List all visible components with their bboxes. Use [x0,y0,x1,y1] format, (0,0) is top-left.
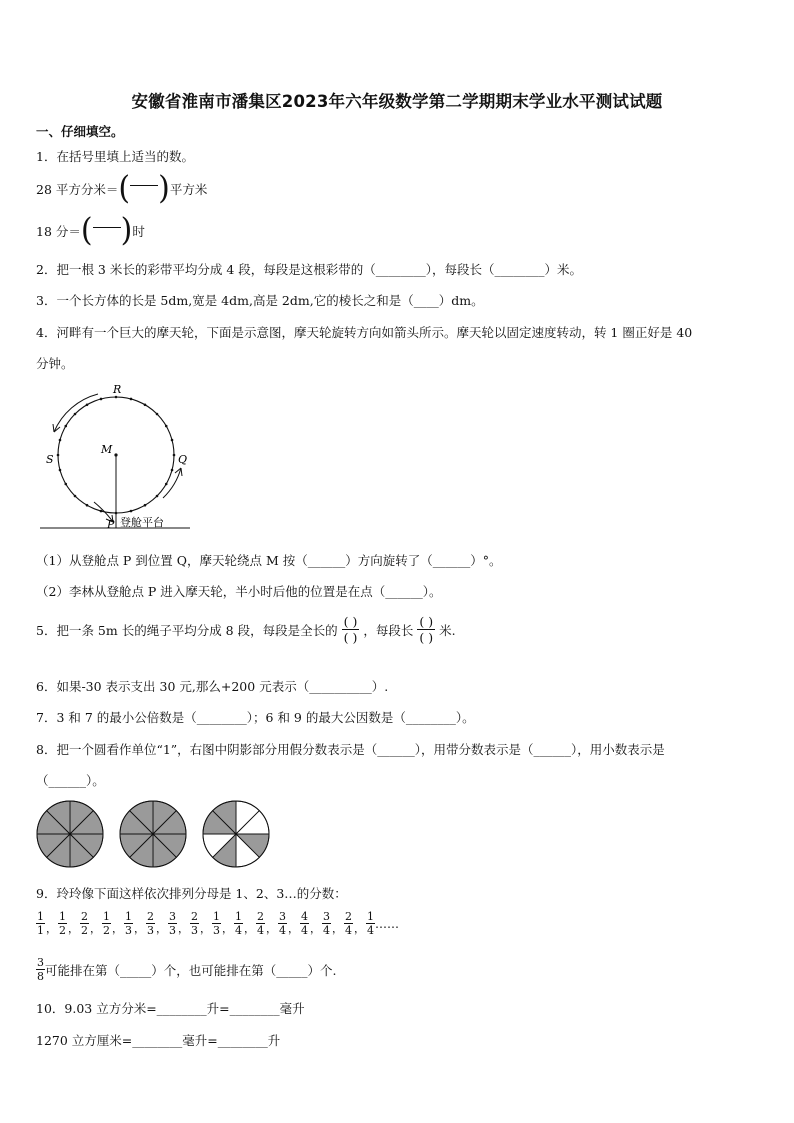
sequence-fraction: $\frac{4}{4}$ [301,910,308,937]
label-R: R [113,383,122,396]
question-4-sub-1: （1）从登舱点 P 到位置 Q，摩天轮绕点 M 按（______）方向旋转了（______）°。 [36,553,502,568]
wheel-seat-dot [74,413,77,416]
question-9-last [36,957,336,982]
wheel-seat-dot [64,483,67,486]
question-8-line-2: （______）。 [36,773,105,788]
fraction-answer-box[interactable]: ( ) ( ) [419,614,434,646]
wheel-seat-dot [100,510,103,513]
label-M: M [101,443,113,456]
question-8-line-1: 8．把一个圆看作单位“1”，右图中阴影部分用假分数表示是（______），用带分数表示是（______），用小数表示是 [36,742,665,757]
q1-line1-right: 平方米 [169,182,208,197]
question-3: 3．一个长方体的长是 5dm,宽是 4dm,高是 2dm,它的棱长之和是（____）dm。 [36,293,484,308]
q1-line1-left: 28 平方分米＝ [36,182,119,197]
wheel-seat-dot [144,403,147,406]
sequence-fraction: $\frac{1}{3}$ [125,910,132,937]
wheel-seat-dot [144,504,147,507]
fraction-answer-box[interactable]: ( ) [118,170,170,207]
sequence-fraction: $\frac{1}{1}$ [37,910,44,937]
question-4-line-2: 分钟。 [36,356,74,371]
label-Q: Q [178,453,188,466]
wheel-seat-dot [59,439,62,442]
wheel-seat-dot [115,396,118,399]
sequence-fraction: $\frac{2}{4}$ [345,910,352,937]
fraction-sequence: $\frac{1}{1}$ ， $\frac{1}{2}$ ， $\frac{2}{2}$ ， $\frac{1}{2}$ ， $\frac{1}{3}$ ， $\frac{2}{3}$ ， $\frac{3}{3}$ ， $\frac{2}{3}$ ， $\frac{1}{3}$ ， $\frac{1}{4}$ ， $\frac{2}{4}$ ， $\frac{3}{4}$ ， $\frac{4}{4}$ ， $\frac{3}{4}$ ， $\frac{2}{4}$ ， $\frac{1}{4}$ …… [37,910,399,937]
wheel-seat-dot [156,495,159,498]
question-2: 2．把一根 3 米长的彩带平均分成 4 段，每段是这根彩带的（________），每段长（________）米。 [36,262,583,277]
q1-line2-left: 18 分＝ [36,224,81,239]
wheel-seat-dot [57,454,60,457]
sequence-fraction: $\frac{2}{3}$ [191,910,198,937]
sequence-fraction: $\frac{2}{4}$ [257,910,264,937]
question-10-line-2: 1270 立方厘米=________毫升=________升 [36,1033,281,1048]
wheel-seat-dot [165,483,168,486]
sequence-fraction: $\frac{1}{4}$ [367,910,374,937]
page-title: 安徽省淮南市潘集区2023年六年级数学第二学期期末学业水平测试试题 [131,92,663,111]
platform-label: 登舱平台 [120,516,164,529]
fraction-answer-box[interactable]: ( ) ( ) [343,614,358,646]
ferris-wheel-diagram [36,380,196,535]
wheel-seat-dot [74,495,77,498]
sequence-fraction: $\frac{2}{2}$ [81,910,88,937]
sequence-ellipsis: …… [375,916,399,931]
q5-mid: ，每段长 [363,622,414,638]
wheel-seat-dot [86,403,89,406]
question-1-line-1 [36,170,208,207]
question-1-stem: 1．在括号里填上适当的数。 [36,149,194,164]
wheel-seat-dot [171,439,174,442]
fraction-answer-box[interactable]: ( ) [80,212,133,249]
sequence-fraction: $\frac{2}{3}$ [147,910,154,937]
wheel-seat-dot [64,425,67,428]
label-S: S [46,453,54,466]
question-5 [36,615,456,644]
wheel-seat-dot [59,469,62,472]
question-7: 7．3 和 7 的最小公倍数是（________）；6 和 9 的最大公因数是（________）。 [36,710,475,725]
q5-left: 5．把一条 5m 长的绳子平均分成 8 段，每段是全长的 [36,622,338,638]
question-6: 6．如果-30 表示支出 30 元,那么+200 元表示（__________）. [36,679,389,694]
sequence-fraction: $\frac{3}{3}$ [169,910,176,937]
wheel-seat-dot [86,504,89,507]
section-heading: 一、仔细填空。 [36,124,124,139]
wheel-seat-dot [130,510,133,513]
wheel-seat-dot [173,454,176,457]
wheel-seat-dot [171,469,174,472]
question-9-stem: 9．玲玲像下面这样依次排列分母是 1、2、3…的分数： [36,886,347,901]
wheel-seat-dot [130,398,133,401]
question-4-sub-2: （2）李林从登舱点 P 进入摩天轮，半小时后他的位置是在点（______）。 [36,584,442,599]
sequence-fraction: $\frac{1}{2}$ [59,910,66,937]
sequence-fraction: $\frac{3}{4}$ [323,910,330,937]
fraction-three-eighths: $\frac{3}{8}$ [37,956,44,983]
sequence-fraction: $\frac{1}{3}$ [213,910,220,937]
label-P: P [107,518,115,531]
wheel-seat-dot [165,425,168,428]
q5-right: 米. [439,622,456,638]
question-1-line-2 [36,212,145,249]
sequence-fraction: $\frac{1}{2}$ [103,910,110,937]
q9-last-text: 可能排在第（_____）个，也可能排在第（_____）个. [45,962,337,978]
shaded-circles-figure [36,798,276,870]
q1-line2-right: 时 [132,224,145,239]
wheel-seat-dot [156,413,159,416]
question-10-line-1: 10．9.03 立方分米=________升=________毫升 [36,1001,305,1016]
sequence-fraction: $\frac{1}{4}$ [235,910,242,937]
wheel-seat-dot [100,398,103,401]
sequence-fraction: $\frac{3}{4}$ [279,910,286,937]
question-4-line-1: 4．河畔有一个巨大的摩天轮，下面是示意图，摩天轮旋转方向如箭头所示。摩天轮以固定速度转动，转 1 圈正好是 40 [36,325,693,340]
